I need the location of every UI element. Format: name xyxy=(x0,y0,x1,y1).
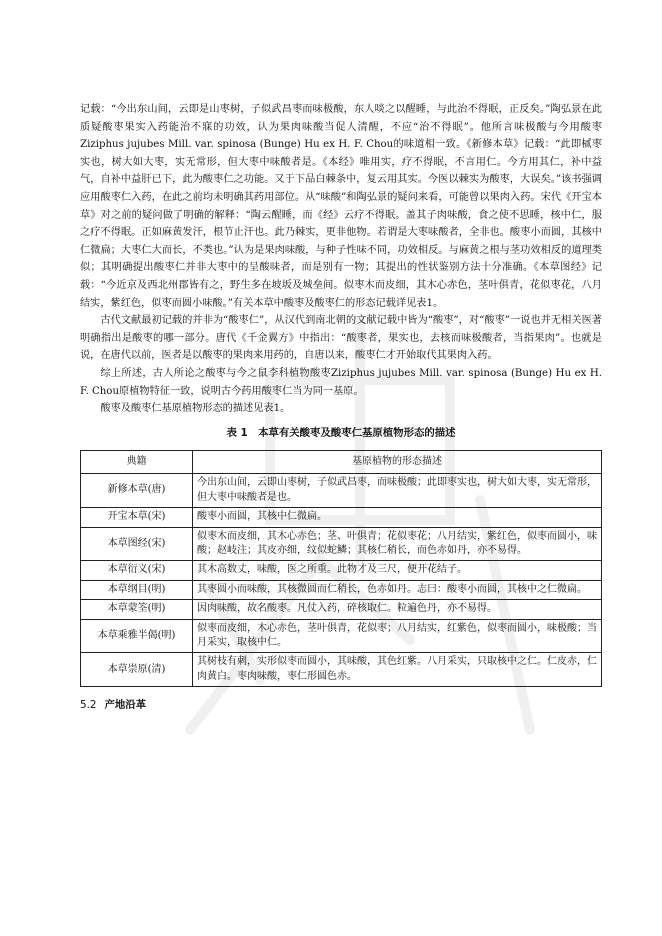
table-row xyxy=(81,474,602,508)
paragraph-4: 酸枣及酸枣仁基原植物形态的描述见表1。 xyxy=(100,403,291,415)
section-number: 5.2 xyxy=(80,699,97,712)
book-cell: 开宝本草(宋) xyxy=(81,508,193,527)
description-cell: 其木高数丈，味酸，医之所重。此物才及三尺，便开花结子。 xyxy=(193,561,602,580)
book-cell: 本草图经(宋) xyxy=(81,527,193,561)
header-description: 基原植物的形态描述 xyxy=(193,451,602,474)
description-cell: 其枣圆小而味酸，其核微圆而仁稍长，色赤如丹。志曰：酸枣小而圆，其核中之仁微扁。 xyxy=(193,580,602,599)
description-cell: 酸枣小而圆，其核中仁微扁。 xyxy=(193,508,602,527)
book-cell: 新修本草(唐) xyxy=(81,474,193,508)
book-cell: 本草蒙筌(明) xyxy=(81,600,193,619)
book-cell: 本草崇原(清) xyxy=(81,653,193,687)
section-heading xyxy=(80,697,602,715)
book-cell: 本草衍义(宋) xyxy=(81,561,193,580)
table-row xyxy=(81,580,602,599)
paragraph-2: 古代文献最初记载的并非为“酸枣仁”，从汉代到南北朝的文献记载中皆为“酸枣”，对“酸枣”一说也并无相关医著明确指出是酸枣的哪一部分。唐代《千金翼方》中指出：“酸枣者，果实也，去核而味极酸者，当指果肉”。也就是说，在唐代以前，医者是以酸枣的果肉来用药的，自唐以来，酸枣仁才开始取代其果肉入药。 xyxy=(80,315,602,362)
description-cell: 似枣木而皮细，其木心赤色；茎、叶俱青；花似枣花；八月结实，紫红色，似枣而圆小，味酸；赵岐注；其皮亦细，纹似蛇鳞；其核仁稍长，而色赤如丹，亦不易得。 xyxy=(193,527,602,561)
header-book: 典籍 xyxy=(81,451,193,474)
article-body xyxy=(80,101,602,715)
table-row xyxy=(81,508,602,527)
herb-description-table xyxy=(80,450,602,687)
description-cell: 因肉味酸，故名酸枣。凡仗入药，碎核取仁。粒遍色丹，亦不易得。 xyxy=(193,600,602,619)
table-row xyxy=(81,653,602,687)
section-title: 产地沿革 xyxy=(104,699,147,712)
table-caption: 表 1 本草有关酸枣及酸枣仁基原植物形态的描述 xyxy=(226,426,456,439)
table-row xyxy=(81,561,602,580)
book-cell: 本草纲目(明) xyxy=(81,580,193,599)
table-row xyxy=(81,527,602,561)
table-row xyxy=(81,619,602,653)
paragraph-1: 记载：“今出东山间，云即是山枣树，子似武昌枣而味极酸，东人啖之以醒睡，与此治不得眠，正反矣。”陶弘景在此质疑酸枣果实入药能治不寐的功效，认为果肉味酸当促人清醒，不应“治不得眠”。他所言味极酸与今用酸枣Ziziphus jujubes Mill. var. spinosa (Bunge) Hu ex H. F. Chou的味道相一致。《新修本草》记载：“此即樲枣实也，树大如大枣，实无常形，但大枣中味酸者是。《本经》唯用实，疗不得眠，不言用仁。今方用其仁，补中益气，自补中益肝已下，此为酸枣仁之功能。又于下品白棘条中，复云用其实。今医以棘实为酸枣，大误矣。”该书强调应用酸枣仁入药，在此之前均未明确其药用部位。从“味酸”和陶弘景的疑问来看，可能曾以果肉入药。宋代《开宝本草》对之前的疑问做了明确的解释：“陶云醒睡，而《经》云疗不得眠。盖其子肉味酸，食之使不思睡，核中仁，服之疗不得眠。正如麻黄发汗，根节止汗也。此乃棘实，更非他物。若谓是大枣味酸者，全非也。酸枣小而圆，其核中仁微扁；大枣仁大而长，不类也。”认为是果肉味酸，与种子性味不同，功效相反。与麻黄之根与茎功效相反的道理类似；其明确提出酸枣仁并非大枣中的呈酸味者，而是别有一物；其提出的性状鉴别方法十分准确。《本草图经》记载：“今近京及西北州郡皆有之，野生多在坡坂及城垒间。似枣木而皮细，其木心赤色，茎叶俱青，花似枣花，八月结实，紫红色，似枣而圆小味酸。”有关本草中酸枣及酸枣仁的形态记载详见表1。 xyxy=(80,104,602,309)
description-cell: 其树枝有刺，实形似枣而圆小，其味酸，其色红紫。八月采实，只取核中之仁。仁皮赤，仁肉黄白。枣肉味酸，枣仁形圆色赤。 xyxy=(193,653,602,687)
book-cell: 本草乘雅半偈(明) xyxy=(81,619,193,653)
table-row xyxy=(81,600,602,619)
description-cell: 今出东山间，云即山枣树，子似武昌枣，而味极酸；此即枣实也，树大如大枣，实无常形，但大枣中味酸者是也。 xyxy=(193,474,602,508)
paragraph-3: 综上所述，古人所论之酸枣与今之鼠李科植物酸枣Ziziphus jujubes Mill. var. spinosa (Bunge) Hu ex H. F. Chou原植物特征一致，说明古今药用酸枣仁当为同一基原。 xyxy=(80,367,602,397)
description-cell: 似枣而皮细，木心赤色，茎叶俱青，花似枣；八月结实，红紫色，似枣而圆小，味极酸；当月采实，取核中仁。 xyxy=(193,619,602,653)
table-header-row xyxy=(81,451,602,474)
